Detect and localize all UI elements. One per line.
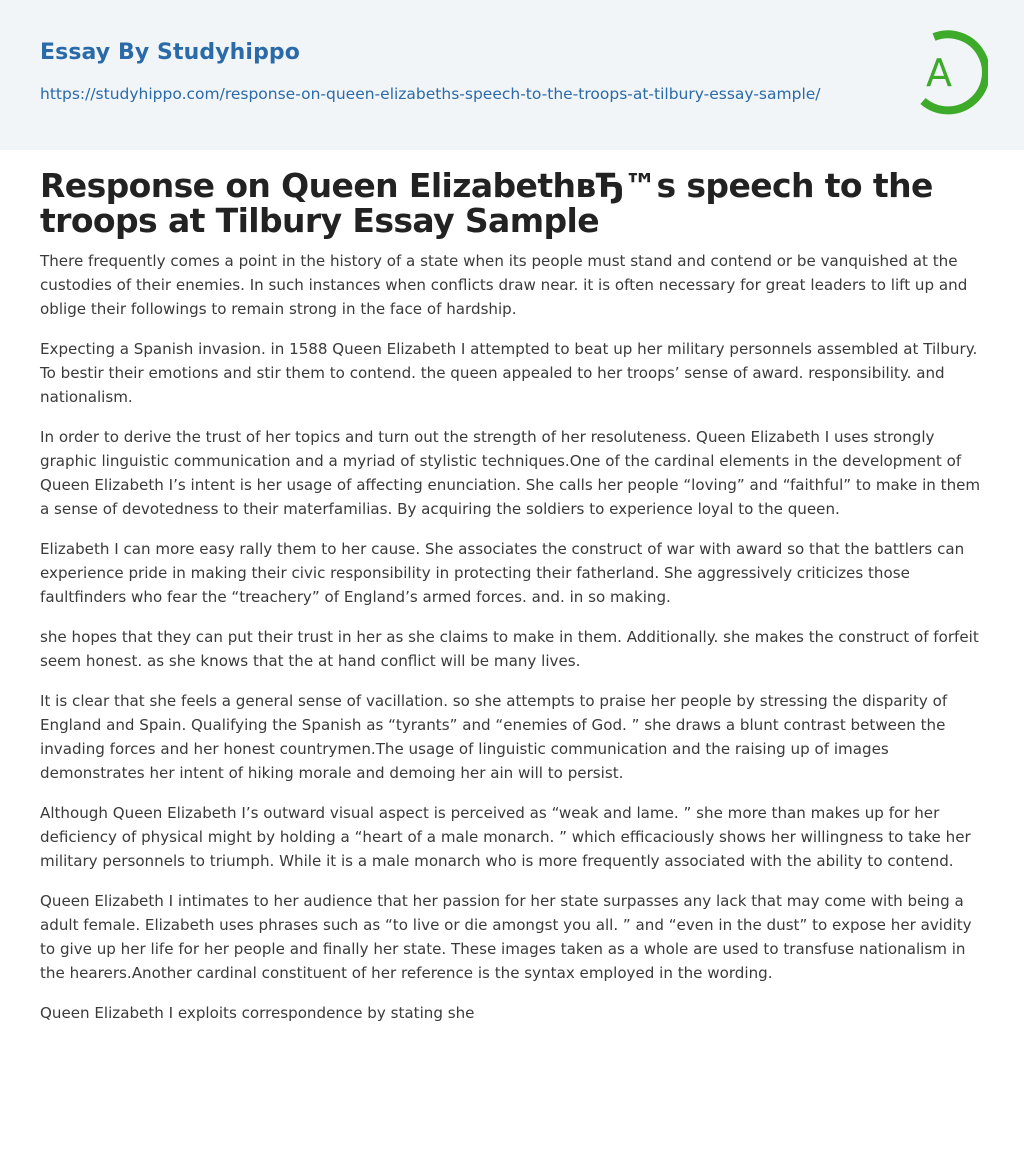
logo-letter: A xyxy=(926,51,952,95)
site-header xyxy=(0,0,1024,150)
paragraph: There frequently comes a point in the history of a state when its people must stand and contend or be vanquished at the custodies of their enemies. In such instances when conflicts draw near. it is often necessary for great leaders to lift up and oblige their followings to remain strong in the face of hardship. xyxy=(40,252,968,318)
paragraph: Expecting a Spanish invasion. in 1588 Queen Elizabeth I attempted to beat up her military personnels assembled at Tilbury. To bestir their emotions and stir them to contend. the queen appealed to her troops’ sense of award. responsibility. and nationalism. xyxy=(40,340,978,406)
paragraph: Elizabeth I can more easy rally them to her cause. She associates the construct of war with award so that the battlers can experience pride in making their civic responsibility in protecting their fatherland. She aggressively criticizes those faultfinders who fear the “treachery” of England’s armed forces. and. in so making. xyxy=(40,540,965,606)
paragraph: Queen Elizabeth I intimates to her audience that her passion for her state surpasses any lack that may come with being a adult female. Elizabeth uses phrases such as “to live or die amongst you all. ” and “even in the dust” to expose her avidity to give up her life for her people and finally her state. These images taken as a whole are used to transfuse nationalism in the hearers.Another cardinal constituent of her reference is the syntax employed in the wording. xyxy=(40,892,972,982)
source-url-link[interactable]: https://studyhippo.com/response-on-queen-elizabeths-speech-to-the-troops-at-tilbury-essay-sample/ xyxy=(40,85,821,103)
article-title: Response on Queen ElizabethвЂ™s speech to the troops at Tilbury Essay Sample xyxy=(40,166,933,240)
studyhippo-logo-icon[interactable] xyxy=(912,29,988,115)
paragraph: In order to derive the trust of her topics and turn out the strength of her resoluteness. Queen Elizabeth I uses strongly graphic linguistic communication and a myriad of stylistic techniques.One of the cardinal elements in the development of Queen Elizabeth I’s intent is her usage of affecting enunciation. She calls her people “loving” and “faithful” to make in them a sense of devotedness to their materfamilias. By acquiring the soldiers to experience loyal to the queen. xyxy=(40,428,981,518)
paragraph: Although Queen Elizabeth I’s outward visual aspect is perceived as “weak and lame. ” she more than makes up for her deficiency of physical might by holding a “heart of a male monarch. ” which efficaciously shows her willingness to take her military personnels to triumph. While it is a male monarch who is more frequently associated with the ability to contend. xyxy=(40,804,971,870)
paragraph: Queen Elizabeth I exploits correspondence by stating she xyxy=(40,1004,475,1022)
article-body xyxy=(40,249,985,1041)
paragraph: she hopes that they can put their trust in her as she claims to make in them. Additionally. she makes the construct of forfeit seem honest. as she knows that the at hand conflict will be many lives. xyxy=(40,628,979,670)
site-brand[interactable]: Essay By Studyhippo xyxy=(40,40,300,65)
paragraph: It is clear that she feels a general sense of vacillation. so she attempts to praise her people by stressing the disparity of England and Spain. Qualifying the Spanish as “tyrants” and “enemies of God. ” she draws a blunt contrast between the invading forces and her honest countrymen.The usage of linguistic communication and the raising up of images demonstrates her intent of hiking morale and demoing her ain will to persist. xyxy=(40,692,948,782)
